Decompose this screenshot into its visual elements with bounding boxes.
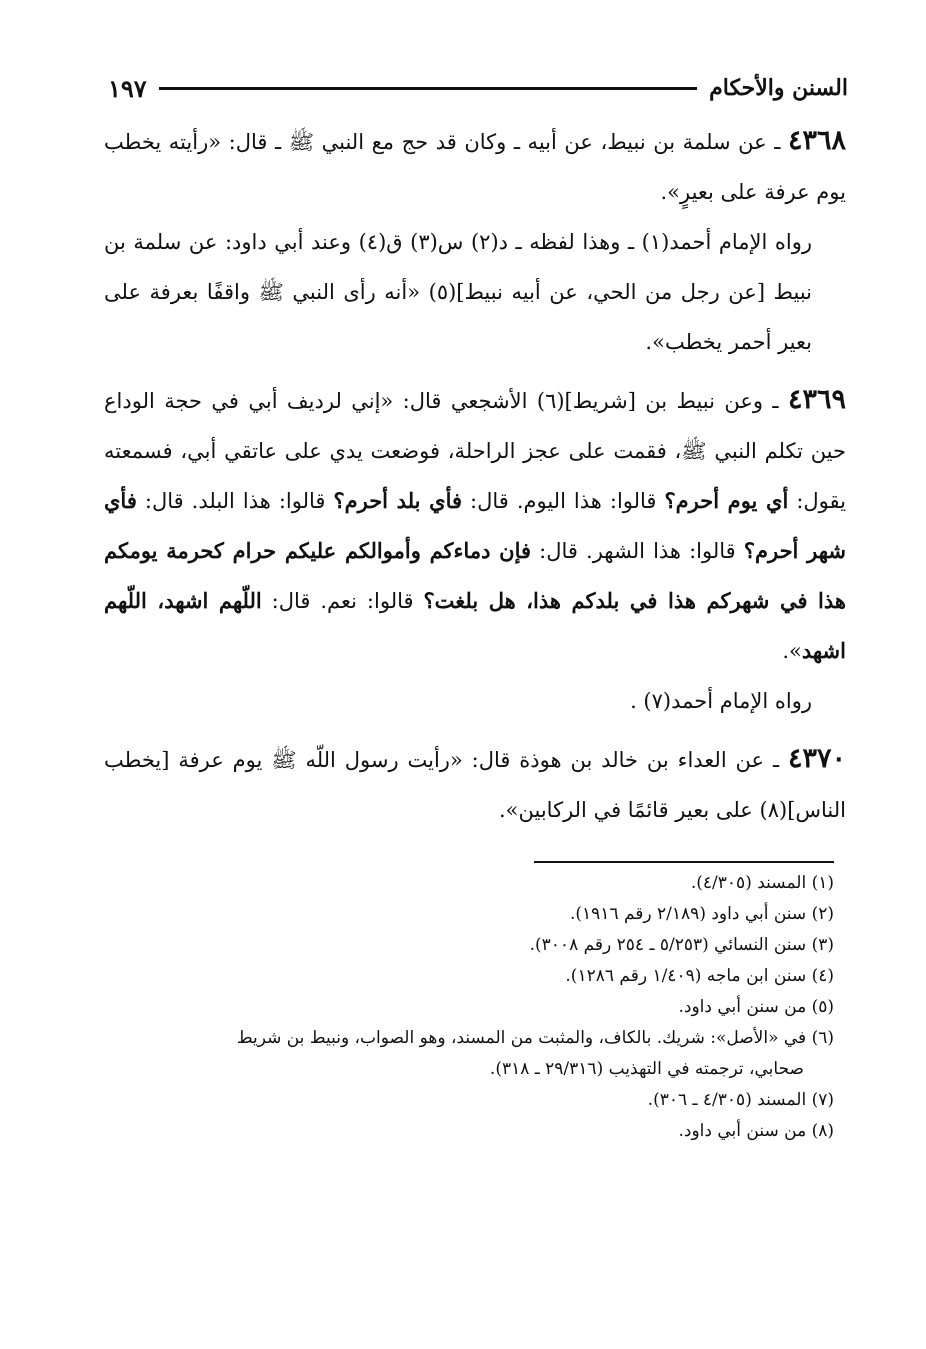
hadith-text: قالوا: هذا البلد. قال: [136,489,334,513]
hadith-4370 [104,734,846,835]
hadith-4369-riwaya: رواه الإمام أحمد(٧) . [630,689,812,713]
main-text [104,116,846,835]
hadith-text: ـ عن العداء بن خالد بن هوذة قال: «رأيت رسول اللّه ﷺ يوم عرفة [يخطب الناس](٨) على بعير قائمًا في الركابين». [104,748,846,822]
bold-phrase: فإن دماءكم وأموالكم عليكم حرام كحرمة يومكم هذا في شهركم هذا في بلدكم هذا، هل بلغت؟ [104,538,846,613]
bold-phrase: فأي بلد أحرم؟ [333,488,463,513]
hadith-4369 [104,375,846,676]
footnote-7: (٧) المسند (٤/٣٠٥ ـ ٣٠٦). [647,1090,834,1110]
hadith-4368 [104,116,846,217]
hadith-text: ـ وعن نبيط بن [شريط](٦) الأشجعي قال: «إني لرديف أبي في حجة الوداع حين تكلم النبي ﷺ، فقمت على عجز الراحلة، فوضعت يدي على عاتقي أبي، فسمعته يقول: [104,389,846,513]
hadith-text: قالوا: نعم. قال: [261,589,424,613]
hadith-text: ـ عن سلمة بن نبيط، عن أبيه ـ وكان قد حج مع النبي ﷺ ـ قال: [221,130,788,154]
footnote-separator [534,861,834,863]
hadith-quote: «رأيته يخطب يوم عرفة على بعيرٍ». [104,130,846,204]
running-title: السنن والأحكام [709,75,848,101]
hadith-number: ٤٣٧٠ [787,743,846,774]
hadith-text: قالوا: هذا اليوم. قال: [462,489,665,513]
bold-phrase: أي يوم أحرم؟ [664,488,789,513]
footnote-3: (٣) سنن النسائي (٥/٢٥٣ ـ ٢٥٤ رقم ٣٠٠٨). [529,935,834,955]
hadith-text: قالوا: هذا الشهر. قال: [531,539,744,563]
page-header [108,68,848,108]
hadith-4368-riwaya: رواه الإمام أحمد(١) ـ وهذا لفظه ـ د(٢) س(٣) ق(٤) وعند أبي داود: عن سلمة بن نبيط [عن رجل من الحي، عن أبيه نبيط](٥) «أنه رأى النبي ﷺ واقفًا بعرفة على بعير أحمر يخطب». [104,230,813,354]
footnote-5: (٥) من سنن أبي داود. [678,997,834,1017]
hadith-text: ». [782,639,802,663]
footnotes [104,868,834,1147]
header-rule [159,87,697,90]
page-number: ١٩٧ [108,73,147,103]
bold-phrase: اللّهم اشهد، اللّهم اشهد [104,588,846,663]
footnote-6: (٦) في «الأصل»: شريك. بالكاف، والمثبت من المسند، وهو الصواب، ونبيط بن شريط [236,1028,834,1048]
footnote-8: (٨) من سنن أبي داود. [678,1121,834,1141]
footnote-1: (١) المسند (٤/٣٠٥). [690,873,834,893]
footnote-6-continued: صحابي، ترجمته في التهذيب (٢٩/٣١٦ ـ ٣١٨). [489,1059,804,1079]
bold-phrase: فأي شهر أحرم؟ [104,488,846,563]
hadith-number: ٤٣٦٨ [787,125,846,156]
footnote-2: (٢) سنن أبي داود (٢/١٨٩ رقم ١٩١٦). [570,904,834,924]
footnote-4: (٤) سنن ابن ماجه (١/٤٠٩ رقم ١٢٨٦). [565,966,834,986]
hadith-number: ٤٣٦٩ [788,384,847,415]
